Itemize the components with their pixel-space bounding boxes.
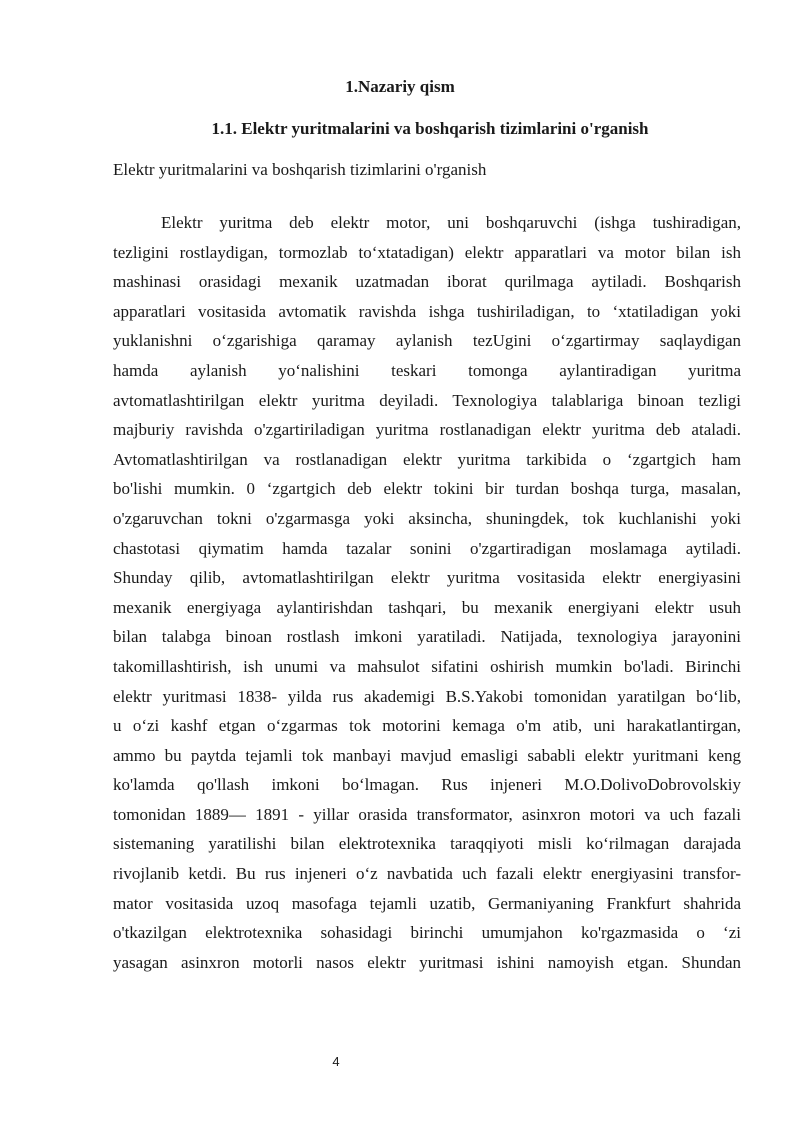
paragraph-line: rivojlanib ketdi. Bu rus injeneri o‘z navbatida uch fazali elektr energiyasini transfor- [113, 864, 741, 884]
paragraph-line: takomillashtirish, ish unumi va mahsulot sifatini oshirish mumkin bo'ladi. Birinchi [113, 656, 741, 676]
subtitle-text: Elektr yuritmalarini va boshqarish tizimlarini o'rganish [113, 160, 487, 179]
paragraph-line: majburiy ravishda o'zgartiriladigan yuritma rostlanadigan elektr yuritma deb ataladi. [113, 420, 741, 440]
paragraph-line: apparatlari vositasida avtomatik ravishda ishga tushiriladigan, to ‘xtatiladigan yoki [113, 301, 741, 321]
paragraph-line: ammo bu paytda tejamli tok manbayi mavjud emasligi sababli elektr yuritmani keng [113, 745, 741, 765]
paragraph-line: mator vositasida uzoq masofaga tejamli uzatib, Germaniyaning Frankfurt shahrida [113, 893, 741, 913]
paragraph-line: chastotasi qiymatim hamda tazalar sonini o'zgartiradigan moslamaga aytiladi. [113, 538, 741, 558]
paragraph-line: elektr yuritmasi 1838- yilda rus akademigi B.S.Yakobi tomonidan yaratilgan bo‘lib, [113, 686, 741, 706]
paragraph-line: tomonidan 1889— 1891 - yillar orasida transformator, asinxron motori va uch fazali [113, 804, 741, 824]
paragraph-line: tezligini rostlaydigan, tormozlab to‘xtatadigan) elektr apparatlari va motor bilan ish [113, 242, 741, 262]
subsection-heading: 1.1. Elektr yuritmalarini va boshqarish tizimlarini o'rganish [211, 119, 649, 138]
paragraph-line: yuklanishni o‘zgarishiga qaramay aylanish tezUgini o‘zgartirmay saqlaydigan [113, 331, 741, 351]
paragraph-line: sistemaning yaratilishi bilan elektrotexnika taraqqiyoti misli ko‘rilmagan darajada [113, 834, 741, 854]
paragraph-line: Elektr yuritma deb elektr motor, uni boshqaruvchi (ishga tushiradigan, [161, 213, 741, 232]
paragraph-line: hamda aylanish yo‘nalishini teskari tomonga aylantiradigan yuritma [113, 360, 741, 380]
paragraph-line: u o‘zi kashf etgan o‘zgarmas tok motorini kemaga o'm atib, uni harakatlantirgan, [113, 716, 741, 736]
body-paragraph [113, 208, 741, 977]
page-number: 4 [332, 1054, 340, 1069]
paragraph-line: mashinasi orasidagi mexanik uzatmadan iborat qurilmaga aytiladi. Boshqarish [113, 272, 741, 292]
paragraph-line: Avtomatlashtirilgan va rostlanadigan elektr yuritma tarkibida o ‘zgartgich ham [113, 449, 741, 469]
paragraph-line: bo'lishi mumkin. 0 ‘zgartgich deb elektr tokini bir turdan boshqa turga, masalan, [113, 479, 741, 499]
section-heading: 1.Nazariy qism [345, 77, 455, 96]
paragraph-line: mexanik energiyaga aylantirishdan tashqari, bu mexanik energiyani elektr usuh [113, 597, 741, 617]
paragraph-line: yasagan asinxron motorli nasos elektr yuritmasi ishini namoyish etgan. Shundan [113, 952, 741, 972]
paragraph-line: o'tkazilgan elektrotexnika sohasidagi birinchi umumjahon ko'rgazmasida o ‘zi [113, 923, 741, 943]
paragraph-line: Shunday qilib, avtomatlashtirilgan elektr yuritma vositasida elektr energiyasini [113, 568, 741, 588]
paragraph-line: ko'lamda qo'llash imkoni bo‘lmagan. Rus injeneri M.O.DolivoDobrovolskiy [113, 775, 741, 795]
paragraph-line: o'zgaruvchan tokni o'zgarmasga yoki aksincha, shuningdek, tok kuchlanishi yoki [113, 508, 741, 528]
paragraph-line: avtomatlashtirilgan elektr yuritma deyiladi. Texnologiya talablariga binoan tezligi [113, 390, 741, 410]
paragraph-line: bilan talabga binoan rostlash imkoni yaratiladi. Natijada, texnologiya jarayonini [113, 627, 741, 647]
